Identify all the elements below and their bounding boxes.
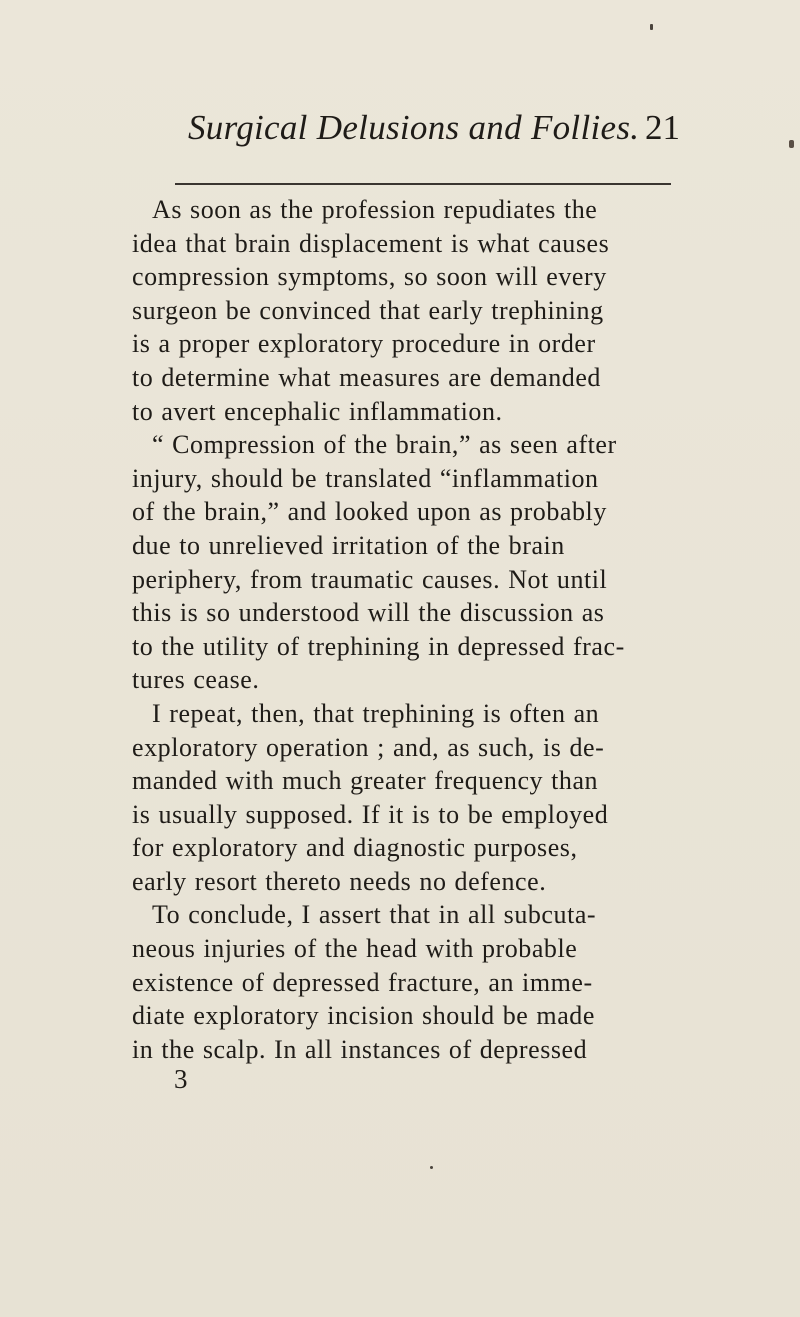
- text-line: diate exploratory incision should be made: [132, 1001, 595, 1031]
- text-line: exploratory operation ; and, as such, is de-: [132, 732, 605, 762]
- body-text: [132, 193, 702, 1066]
- text-line: periphery, from traumatic causes. Not until: [132, 564, 608, 594]
- page-header: [160, 108, 680, 156]
- text-line: surgeon be convinced that early trephining: [132, 295, 604, 325]
- text-line: I repeat, then, that trephining is often an: [152, 698, 600, 728]
- text-line: this is so understood will the discussion as: [132, 598, 605, 628]
- text-line: compression symptoms, so soon will every: [132, 262, 607, 292]
- text-line: To conclude, I assert that in all subcuta-: [152, 900, 597, 930]
- text-line: neous injuries of the head with probable: [132, 934, 578, 964]
- text-line: of the brain,” and looked upon as probably: [132, 497, 607, 527]
- text-line: As soon as the profession repudiates the: [152, 195, 598, 224]
- text-line: due to unrelieved irritation of the brain: [132, 530, 565, 560]
- text-line: to avert encephalic inflammation.: [132, 396, 503, 426]
- page-number: 21: [645, 108, 680, 147]
- text-line: is usually supposed. If it is to be employed: [132, 799, 609, 829]
- text-line: idea that brain displacement is what causes: [132, 228, 610, 258]
- text-line: is a proper exploratory procedure in order: [132, 329, 596, 359]
- text-line: in the scalp. In all instances of depressed: [132, 1034, 588, 1064]
- text-line: to the utility of trephining in depressed frac-: [132, 631, 625, 661]
- running-title: Surgical Delusions and Follies.: [188, 108, 640, 147]
- text-line: existence of depressed fracture, an imme-: [132, 967, 593, 997]
- signature-mark: 3: [174, 1064, 188, 1094]
- text-line: injury, should be translated “inflammation: [132, 463, 599, 493]
- text-line: tures cease.: [132, 665, 260, 695]
- text-line: manded with much greater frequency than: [132, 766, 599, 796]
- text-line: for exploratory and diagnostic purposes,: [132, 833, 578, 863]
- text-line: to determine what measures are demanded: [132, 362, 601, 392]
- paper-speck: [430, 1166, 433, 1169]
- paper-speck: [789, 140, 794, 148]
- paper-speck: [650, 24, 653, 30]
- text-line: “ Compression of the brain,” as seen after: [152, 430, 617, 460]
- header-rule: [175, 183, 671, 185]
- text-line: early resort thereto needs no defence.: [132, 866, 547, 896]
